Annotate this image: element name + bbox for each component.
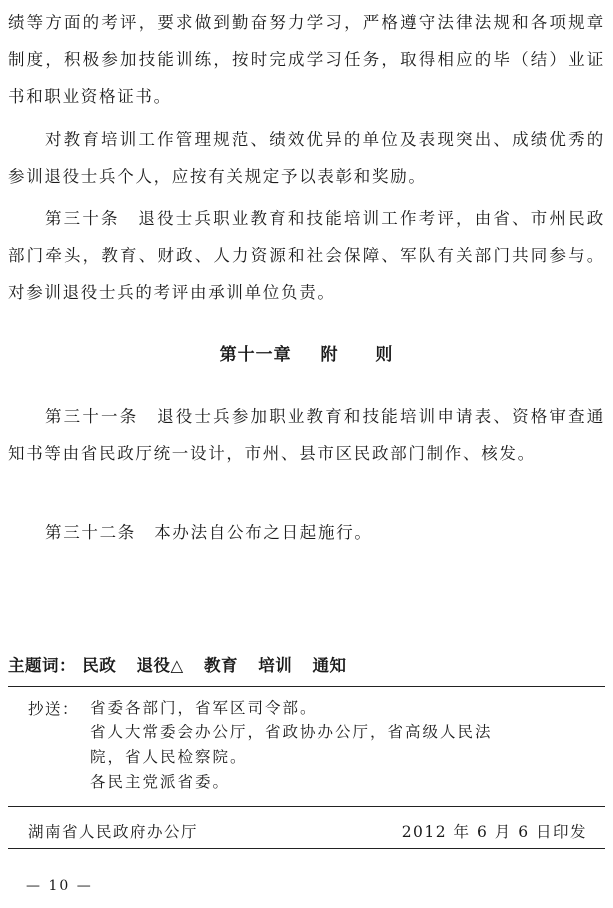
keywords-label: 主题词：	[8, 656, 76, 675]
chapter-heading	[0, 340, 613, 365]
cc-line-1: 省委各部门，省军区司令部。	[90, 699, 318, 717]
keyword-3: 教育	[203, 656, 238, 675]
keyword-4: 培训	[258, 656, 293, 675]
paragraph-1: 绩等方面的考评，要求做到勤奋努力学习，严格遵守法律法规和各项规章制度，积极参加技能训练，按时完成学习任务，取得相应的毕（结）业证书和职业资格证书。	[8, 13, 605, 106]
paragraph-2: 对教育培训工作管理规范、绩效优异的单位及表现突出、成绩优秀的参训退役士兵个人，应按有关规定予以表彰和奖励。	[8, 130, 605, 186]
chapter-number: 第十一章	[219, 345, 292, 365]
cc-line-2: 省人大常委会办公厅，省政协办公厅，省高级人民法	[90, 723, 493, 741]
divider-bottom	[8, 848, 605, 849]
divider-top	[8, 686, 605, 687]
keyword-5: 通知	[312, 656, 347, 675]
cc-label: 抄送：	[28, 700, 80, 718]
page-number: — 10 —	[26, 878, 93, 894]
paragraph-article-31: 第三十一条 退役士兵参加职业教育和技能培训申请表、资格审查通知书等由省民政厅统一设计，市州、县市区民政部门制作、核发。	[8, 407, 605, 463]
divider-middle	[8, 806, 605, 807]
issue-date: 2012 年 6 月 6 日印发	[401, 823, 587, 841]
cc-line-3: 院，省人民检察院。	[90, 748, 248, 766]
chapter-title-char-1: 附	[320, 345, 339, 365]
cc-line-4: 各民主党派省委。	[90, 773, 231, 791]
paragraph-article-30: 第三十条 退役士兵职业教育和技能培训工作考评，由省、市州民政部门牵头，教育、财政、人力资源和社会保障、军队有关部门共同参与。对参训退役士兵的考评由承训单位负责。	[8, 209, 605, 302]
issuing-office: 湖南省人民政府办公厅	[28, 823, 199, 841]
keyword-2: 退役△	[136, 656, 184, 675]
paragraph-article-32: 第三十二条 本办法自公布之日起施行。	[45, 523, 373, 542]
chapter-title-char-2: 则	[375, 345, 394, 365]
subject-keywords	[8, 652, 360, 676]
keyword-1: 民政	[82, 656, 117, 675]
